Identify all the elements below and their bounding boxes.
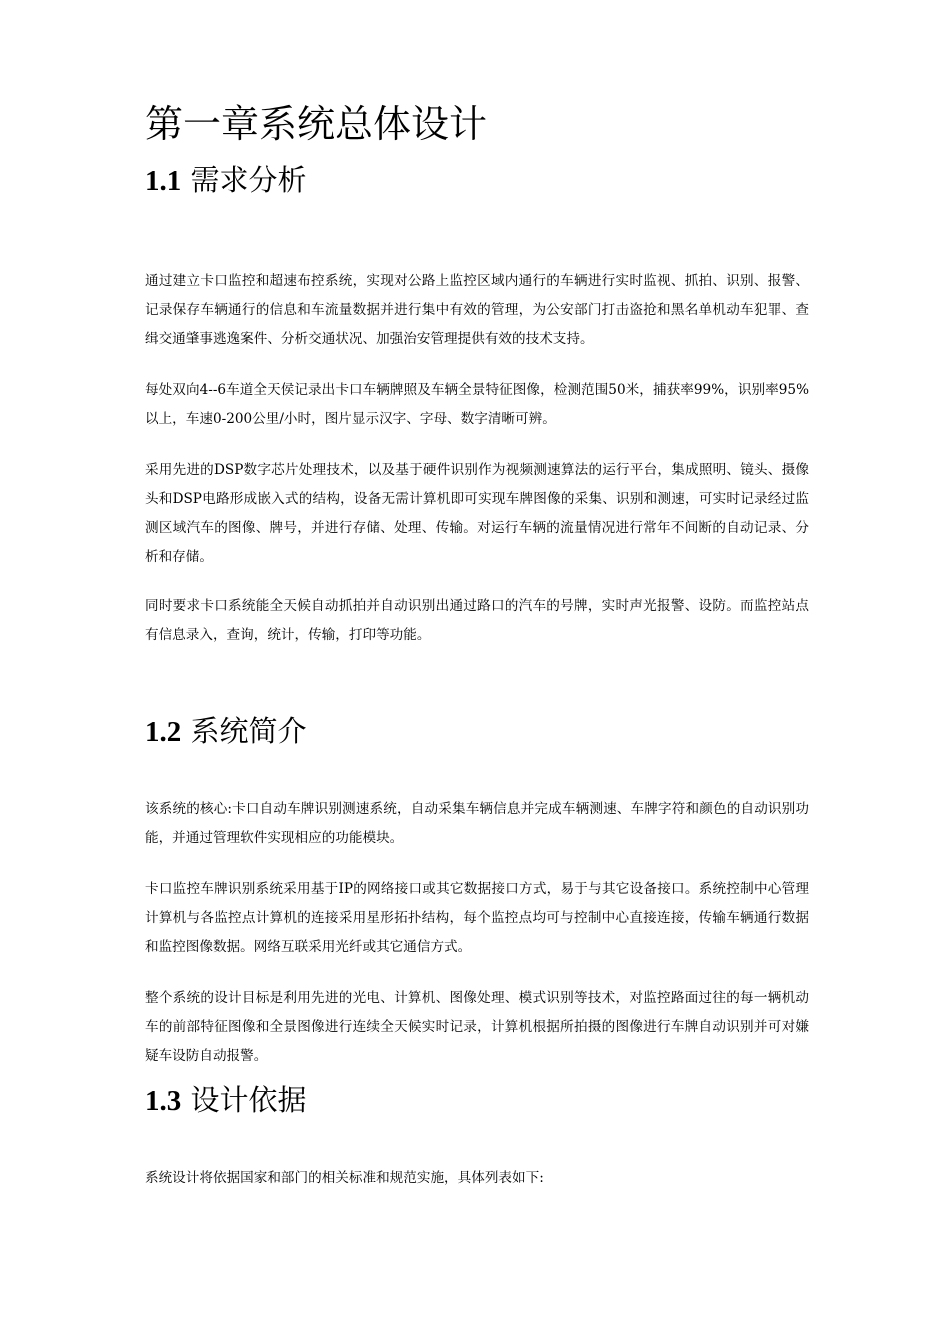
paragraph: 该系统的核心:卡口自动车牌识别测速系统，自动采集车辆信息并完成车辆测速、车牌字符和颜色的自动识别功能，并通过管理软件实现相应的功能模块。: [145, 801, 809, 846]
section-heading-1-2: [145, 711, 306, 752]
paragraph: 整个系统的设计目标是利用先进的光电、计算机、图像处理、模式识别等技术，对监控路面过往的每一辆机动车的前部特征图像和全景图像进行连续全天候实时记录，计算机根据所拍摄的图像进行车牌自动识别并可对嫌疑车设防自动报警。: [145, 990, 809, 1064]
paragraph: 卡口监控车牌识别系统采用基于IP的网络接口或其它数据接口方式，易于与其它设备接口。系统控制中心管理计算机与各监控点计算机的连接采用星形拓扑结构，每个监控点均可与控制中心直接连接，传输车辆通行数据和监控图像数据。网络互联采用光纤或其它通信方式。: [145, 881, 809, 955]
paragraph: 同时要求卡口系统能全天候自动抓拍并自动识别出通过路口的汽车的号牌，实时声光报警、设防。而监控站点有信息录入，查询，统计，传输，打印等功能。: [145, 598, 809, 643]
section-number: 1.2: [145, 716, 182, 748]
section-title: 系统简介: [190, 714, 307, 748]
paragraph: 通过建立卡口监控和超速布控系统，实现对公路上监控区域内通行的车辆进行实时监视、抓拍、识别、报警、记录保存车辆通行的信息和车流量数据并进行集中有效的管理，为公安部门打击盗抢和黑名单机动车犯罪、查缉交通肇事逃逸案件、分析交通状况、加强治安管理提供有效的技术支持。: [145, 273, 809, 347]
section-title: 设计依据: [190, 1083, 307, 1117]
section-heading-1-3: [145, 1080, 306, 1121]
chapter-title: 第一章系统总体设计: [145, 102, 488, 146]
paragraph: 系统设计将依据国家和部门的相关标准和规范实施，具体列表如下:: [145, 1170, 544, 1186]
paragraph: 每处双向4--6车道全天侯记录出卡口车辆牌照及车辆全景特征图像，检测范围50米，捕获率99%，识别率95%以上，车速0-200公里/小时，图片显示汉字、字母、数字清晰可辨。: [145, 382, 809, 427]
section-number: 1.1: [145, 165, 182, 197]
section-heading-1-1: [145, 160, 306, 201]
section-number: 1.3: [145, 1085, 182, 1117]
section-title: 需求分析: [190, 163, 307, 197]
paragraph: 采用先进的DSP数字芯片处理技术，以及基于硬件识别作为视频测速算法的运行平台，集成照明、镜头、摄像头和DSP电路形成嵌入式的结构，设备无需计算机即可实现车牌图像的采集、识别和测速，可实时记录经过监测区域汽车的图像、牌号，并进行存储、处理、传输。对运行车辆的流量情况进行常年不间断的自动记录、分析和存储。: [145, 462, 809, 565]
